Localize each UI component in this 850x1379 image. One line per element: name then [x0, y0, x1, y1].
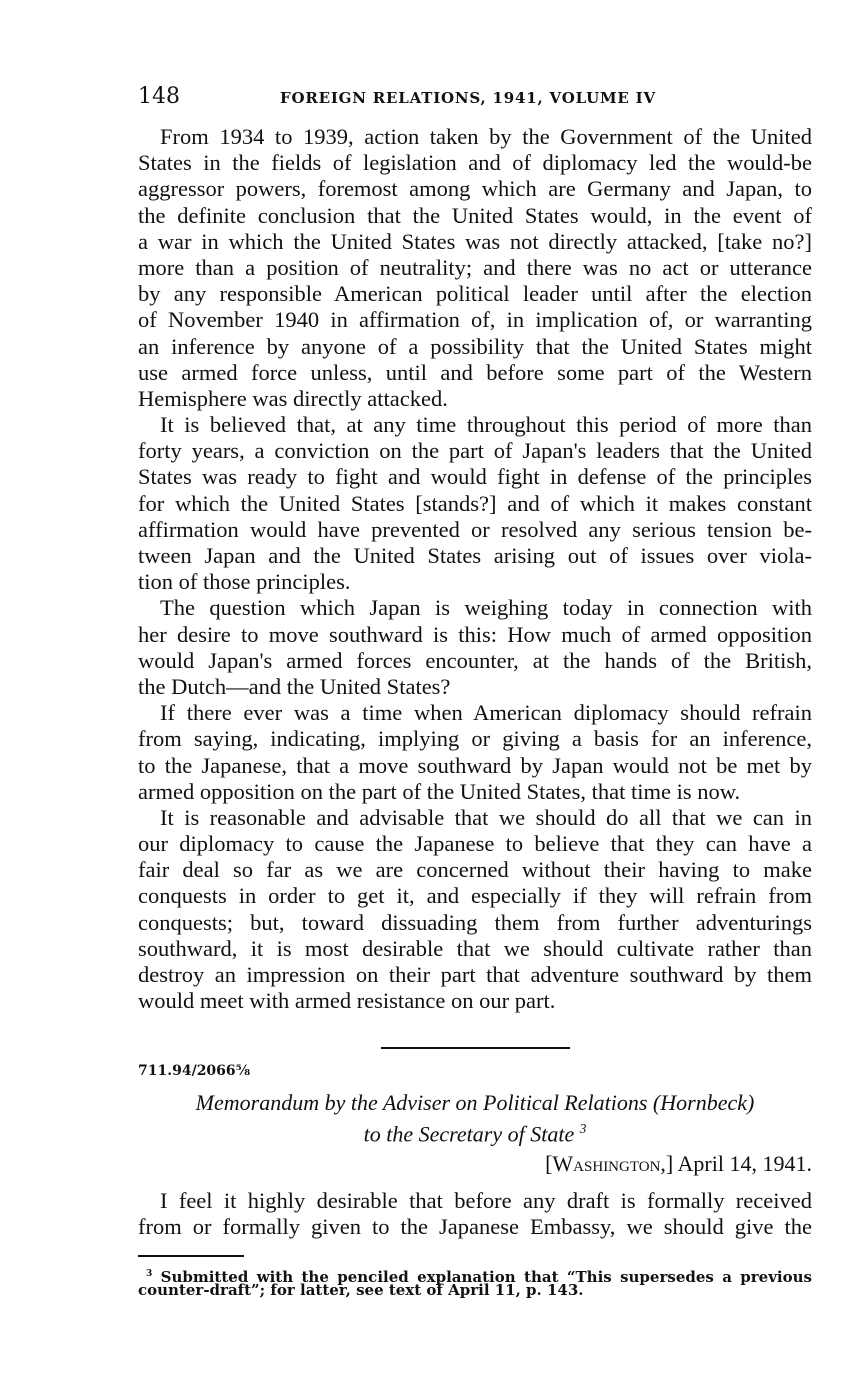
- text-line: I feel it highly desirable that before any draft is formally received: [160, 1188, 812, 1213]
- paragraph: [138, 412, 812, 595]
- text-line: of November 1940 in affirmation of, in implication of, or warranting: [138, 307, 812, 333]
- text-line: more than a position of neutrality; and there was no act or utterance: [138, 254, 812, 280]
- paragraph: [138, 124, 812, 412]
- running-head: FOREIGN RELATIONS, 1941, VOLUME IV: [280, 89, 656, 107]
- text-line: the Dutch—and the United States?: [138, 673, 451, 699]
- paragraph: [138, 700, 812, 805]
- text-line: forty years, a conviction on the part of Japan's leaders that the United: [138, 438, 812, 464]
- paragraph: [138, 805, 812, 1015]
- text-line: The question which Japan is weighing today in connection with: [160, 595, 812, 621]
- text-line: an inference by anyone of a possibility that the United States might: [138, 333, 812, 359]
- text-line: Hemisphere was directly attacked.: [138, 385, 448, 411]
- text-line: tion of those principles.: [138, 569, 351, 595]
- text-line: If there ever was a time when American diplomacy should refrain: [160, 700, 812, 726]
- text-line: from or formally given to the Japanese Embassy, we should give the: [138, 1214, 812, 1240]
- text-line: States was ready to fight and would fight in defense of the principles: [138, 464, 812, 490]
- date-place: [Washington,]: [545, 1151, 674, 1176]
- body-text: [138, 124, 812, 1014]
- text-line: tween Japan and the United States arising out of issues over viola-: [138, 543, 812, 568]
- text-line: aggressor powers, foremost among which are Germany and Japan, to: [138, 176, 812, 202]
- footnote-line-1: [138, 1266, 812, 1286]
- text-line: from saying, indicating, implying or giving a basis for an inference,: [138, 726, 812, 752]
- page-number: 148: [138, 84, 180, 109]
- file-number: 711.94/2066⅝: [138, 1063, 251, 1079]
- text-line: conquests; but, toward dissuading them from further adventurings: [138, 909, 812, 935]
- text-line: southward, it is most desirable that we should cultivate rather than: [138, 935, 812, 961]
- section-divider: [381, 1047, 570, 1049]
- text-line: her desire to move southward is this: How much of armed opposition: [138, 621, 812, 647]
- footnote-ref: 3: [579, 1121, 587, 1136]
- text-line: by any responsible American political leader until after the election: [138, 281, 812, 307]
- text-line: fair deal so far as we are concerned without their having to make: [138, 857, 812, 883]
- text-line: would Japan's armed forces encounter, at the hands of the British,: [138, 647, 812, 673]
- footnote-text: Submitted with the penciled explanation that “This supersedes a previous: [160, 1268, 812, 1286]
- text-line: affirmation would have prevented or resolved any serious tension be-: [138, 516, 812, 542]
- text-line: From 1934 to 1939, action taken by the Government of the United: [160, 124, 812, 149]
- date: April 14, 1941.: [677, 1151, 812, 1176]
- title-line-2: to the Secretary of State: [363, 1121, 575, 1147]
- footnote-marker: 3: [146, 1269, 153, 1279]
- dateline: [545, 1151, 812, 1177]
- text-line: destroy an impression on their part that adventure southward by them: [138, 962, 812, 987]
- footnote-rule: [138, 1255, 244, 1257]
- text-line: armed opposition on the part of the United States, that time is now.: [138, 778, 741, 804]
- document-title: [138, 1090, 812, 1147]
- opening-paragraph: [138, 1188, 812, 1240]
- text-line: conquests in order to get it, and especially if they will refrain from: [138, 883, 812, 909]
- footnote-line-2: counter-draft”; for latter, see text of April 11, p. 143.: [138, 1281, 584, 1299]
- text-line: States in the fields of legislation and of diplomacy led the would-be: [138, 150, 812, 176]
- text-line: for which the United States [stands?] and of which it makes constant: [138, 490, 812, 516]
- title-line-1: Memorandum by the Adviser on Political Relations (Hornbeck): [195, 1090, 755, 1115]
- text-line: It is reasonable and advisable that we should do all that we can in: [160, 804, 812, 830]
- text-line: would meet with armed resistance on our part.: [138, 988, 556, 1014]
- text-line: a war in which the United States was not directly attacked, [take no?]: [138, 228, 812, 254]
- text-line: to the Japanese, that a move southward by Japan would not be met by: [138, 752, 812, 778]
- page-header: [138, 84, 812, 112]
- text-line: It is believed that, at any time throughout this period of more than: [160, 412, 812, 438]
- text-line: the definite conclusion that the United States would, in the event of: [138, 202, 812, 228]
- footnote: [138, 1266, 812, 1298]
- text-line: our diplomacy to cause the Japanese to believe that they can have a: [138, 831, 812, 857]
- paragraph: [138, 595, 812, 700]
- text-line: use armed force unless, until and before some part of the Western: [138, 359, 812, 385]
